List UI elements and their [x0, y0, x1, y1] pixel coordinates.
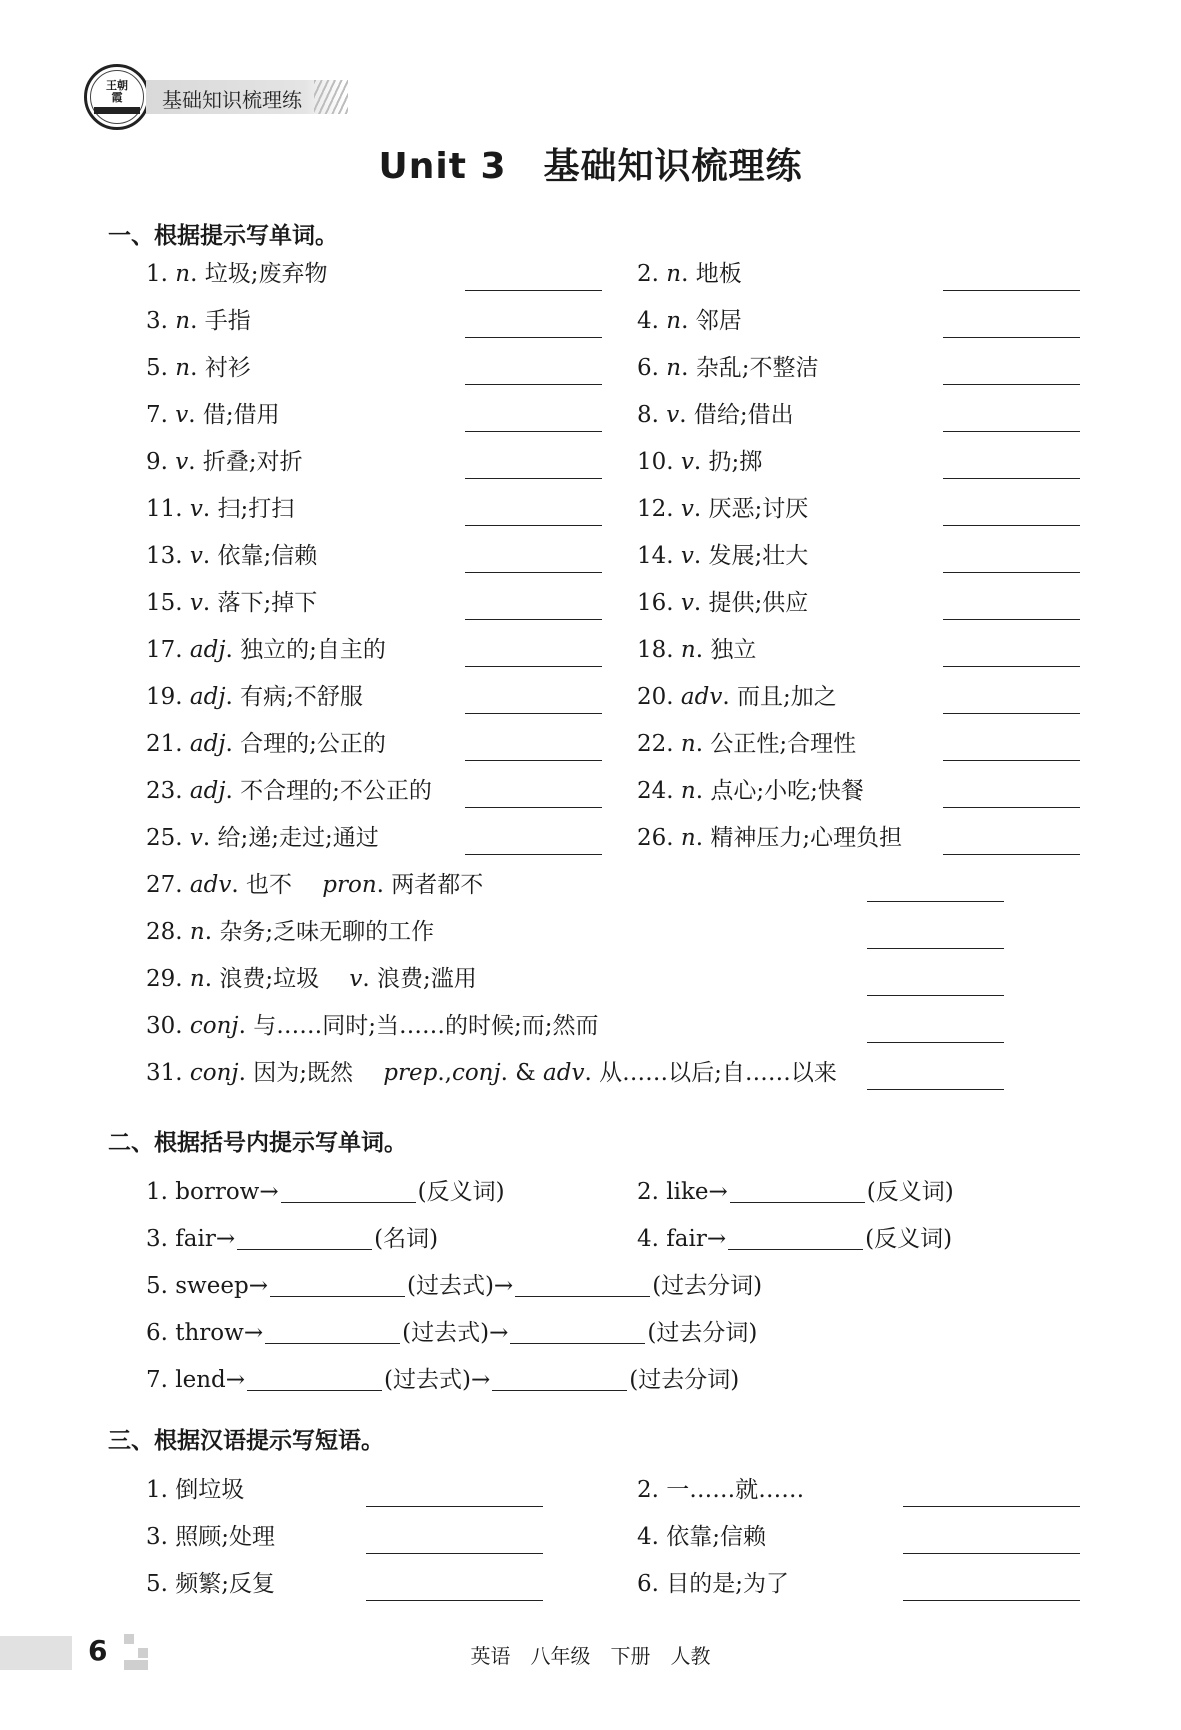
- word-item: 24. n. 点心;小吃;快餐: [637, 778, 864, 804]
- phrase-item: 4. 依靠;信赖: [637, 1524, 767, 1550]
- answer-blank[interactable]: [943, 290, 1080, 291]
- answer-blank[interactable]: [247, 1366, 382, 1391]
- answer-blank[interactable]: [943, 384, 1080, 385]
- answer-blank[interactable]: [867, 948, 1004, 949]
- word-item: 22. n. 公正性;合理性: [637, 731, 857, 757]
- answer-blank[interactable]: [265, 1319, 400, 1344]
- answer-blank[interactable]: [465, 478, 602, 479]
- answer-blank[interactable]: [943, 337, 1080, 338]
- word-item: 2. n. 地板: [637, 261, 742, 287]
- answer-blank[interactable]: [867, 995, 1004, 996]
- phrase-item: 5. 频繁;反复: [146, 1571, 276, 1597]
- word-item: 29. n. 浪费;垃圾 v. 浪费;滥用: [146, 966, 477, 992]
- base-word: 3. fair→: [146, 1226, 236, 1252]
- conversion-item: [146, 1272, 762, 1300]
- conversion-item: [146, 1178, 505, 1206]
- answer-blank[interactable]: [515, 1272, 650, 1297]
- base-word: 6. throw→: [146, 1320, 264, 1346]
- base-word: 7. lend→: [146, 1367, 246, 1393]
- answer-blank[interactable]: [465, 337, 602, 338]
- word-item: 23. adj. 不合理的;不公正的: [146, 778, 432, 804]
- word-item: 19. adj. 有病;不舒服: [146, 684, 363, 710]
- answer-blank[interactable]: [366, 1600, 543, 1601]
- answer-blank[interactable]: [943, 619, 1080, 620]
- answer-blank[interactable]: [465, 384, 602, 385]
- answer-blank[interactable]: [465, 807, 602, 808]
- hint: (过去分词): [647, 1320, 758, 1346]
- phrase-item: 3. 照顾;处理: [146, 1524, 276, 1550]
- logo-text-2: 霞: [111, 91, 123, 104]
- answer-blank[interactable]: [903, 1553, 1080, 1554]
- word-item: 30. conj. 与……同时;当……的时候;而;然而: [146, 1013, 599, 1039]
- hint: (反义词): [417, 1179, 505, 1205]
- answer-blank[interactable]: [465, 619, 602, 620]
- answer-blank[interactable]: [237, 1225, 372, 1250]
- logo-banner: [94, 107, 140, 114]
- conversion-item: [146, 1319, 757, 1347]
- conversion-item: [637, 1225, 952, 1253]
- word-item: 16. v. 提供;供应: [637, 590, 809, 616]
- phrase-item: 6. 目的是;为了: [637, 1571, 790, 1597]
- hint: (反义词): [865, 1226, 953, 1252]
- answer-blank[interactable]: [867, 1042, 1004, 1043]
- answer-blank[interactable]: [943, 478, 1080, 479]
- answer-blank[interactable]: [366, 1506, 543, 1507]
- word-item: 10. v. 扔;掷: [637, 449, 763, 475]
- word-item: 20. adv. 而且;加之: [637, 684, 837, 710]
- answer-blank[interactable]: [281, 1178, 416, 1203]
- answer-blank[interactable]: [728, 1225, 863, 1250]
- word-item: 11. v. 扫;打扫: [146, 496, 295, 522]
- answer-blank[interactable]: [867, 901, 1004, 902]
- word-item: 7. v. 借;借用: [146, 402, 280, 428]
- phrase-item: 1. 倒垃圾: [146, 1477, 245, 1503]
- header-label: 基础知识梳理练: [162, 88, 302, 112]
- answer-blank[interactable]: [465, 666, 602, 667]
- hint: (过去分词): [652, 1273, 763, 1299]
- answer-blank[interactable]: [465, 760, 602, 761]
- word-item: 28. n. 杂务;乏味无聊的工作: [146, 919, 435, 945]
- book-info: 英语 八年级 下册 人教: [470, 1644, 711, 1668]
- page-number: 6: [88, 1634, 108, 1667]
- word-item: 21. adj. 合理的;公正的: [146, 731, 386, 757]
- word-item: 26. n. 精神压力;心理负担: [637, 825, 903, 851]
- phrase-item: 2. 一……就……: [637, 1477, 805, 1503]
- logo-text-1: 王朝: [106, 79, 128, 92]
- word-item: 31. conj. 因为;既然 prep.,conj. & adv. 从……以后;自……以来: [146, 1060, 837, 1086]
- answer-blank[interactable]: [730, 1178, 865, 1203]
- word-item: 3. n. 手指: [146, 308, 251, 334]
- hint: (过去分词): [629, 1367, 740, 1393]
- answer-blank[interactable]: [943, 760, 1080, 761]
- word-item: 25. v. 给;递;走过;通过: [146, 825, 379, 851]
- base-word: 4. fair→: [637, 1226, 727, 1252]
- conversion-item: [637, 1178, 954, 1206]
- conversion-item: [146, 1366, 739, 1394]
- word-item: 13. v. 依靠;信赖: [146, 543, 318, 569]
- section-1-title: 一、根据提示写单词。: [108, 223, 338, 249]
- answer-blank[interactable]: [465, 572, 602, 573]
- answer-blank[interactable]: [943, 572, 1080, 573]
- answer-blank[interactable]: [492, 1366, 627, 1391]
- answer-blank[interactable]: [867, 1089, 1004, 1090]
- word-item: 18. n. 独立: [637, 637, 757, 663]
- base-word: 5. sweep→: [146, 1273, 268, 1299]
- hint: (过去式)→: [406, 1273, 514, 1299]
- section-3-title: 三、根据汉语提示写短语。: [108, 1428, 384, 1454]
- word-item: 1. n. 垃圾;废弃物: [146, 261, 328, 287]
- answer-blank[interactable]: [465, 431, 602, 432]
- answer-blank[interactable]: [465, 854, 602, 855]
- logo-seal: [90, 70, 144, 124]
- answer-blank[interactable]: [270, 1272, 405, 1297]
- hint: (反义词): [866, 1179, 954, 1205]
- answer-blank[interactable]: [903, 1600, 1080, 1601]
- word-item: 9. v. 折叠;对折: [146, 449, 303, 475]
- header-stripes: [314, 80, 348, 114]
- answer-blank[interactable]: [943, 807, 1080, 808]
- word-item: 8. v. 借给;借出: [637, 402, 794, 428]
- base-word: 1. borrow→: [146, 1179, 279, 1205]
- hint: (过去式)→: [402, 1320, 509, 1346]
- conversion-item: [146, 1225, 438, 1253]
- section-2-title: 二、根据括号内提示写单词。: [108, 1130, 407, 1156]
- word-item: 14. v. 发展;壮大: [637, 543, 809, 569]
- word-item: 27. adv. 也不 pron. 两者都不: [146, 872, 484, 898]
- word-item: 6. n. 杂乱;不整洁: [637, 355, 819, 381]
- answer-blank[interactable]: [943, 713, 1080, 714]
- answer-blank[interactable]: [943, 525, 1080, 526]
- answer-blank[interactable]: [903, 1506, 1080, 1507]
- word-item: 17. adj. 独立的;自主的: [146, 637, 386, 663]
- answer-blank[interactable]: [510, 1319, 645, 1344]
- hint: (名词): [374, 1226, 439, 1252]
- word-item: 15. v. 落下;掉下: [146, 590, 318, 616]
- page-title: Unit 3 基础知识梳理练: [378, 146, 803, 187]
- hint: (过去式)→: [384, 1367, 491, 1393]
- publisher-logo: [84, 64, 150, 130]
- answer-blank[interactable]: [465, 290, 602, 291]
- answer-blank[interactable]: [366, 1553, 543, 1554]
- word-item: 12. v. 厌恶;讨厌: [637, 496, 809, 522]
- word-item: 5. n. 衬衫: [146, 355, 251, 381]
- word-item: 4. n. 邻居: [637, 308, 742, 334]
- answer-blank[interactable]: [943, 854, 1080, 855]
- answer-blank[interactable]: [943, 666, 1080, 667]
- answer-blank[interactable]: [465, 713, 602, 714]
- answer-blank[interactable]: [943, 431, 1080, 432]
- base-word: 2. like→: [637, 1179, 728, 1205]
- answer-blank[interactable]: [465, 525, 602, 526]
